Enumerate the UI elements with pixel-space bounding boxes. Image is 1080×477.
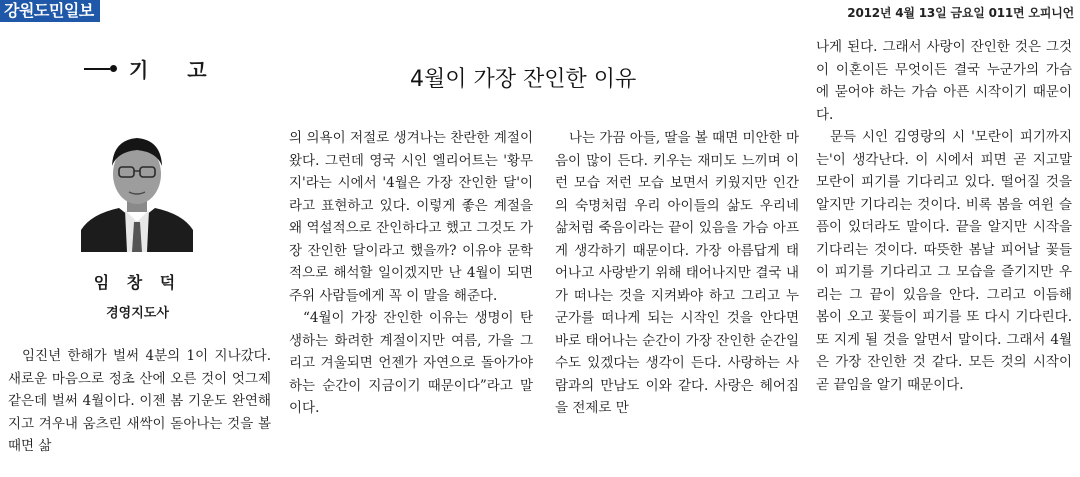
bullet-icon <box>110 65 117 72</box>
newspaper-logo: 강원도민일보 <box>0 0 100 22</box>
paragraph: 나게 된다. 그래서 사랑이 잔인한 것은 그것이 이혼이든 무엇이든 결국 누군가의 가슴에 묻어야 하는 가슴 아픈 시작이기 때문이다. <box>816 39 1072 123</box>
section-line-icon <box>84 68 110 70</box>
article-title: 4월이 가장 잔인한 이유 <box>410 67 637 92</box>
issue-info: 2012년 4월 13일 금요일 011면 오피니언 <box>847 6 1074 20</box>
article-column-3 <box>555 127 799 420</box>
article-column-4 <box>816 36 1072 396</box>
author-role: 경영지도사 <box>106 306 169 321</box>
author-photo <box>81 118 193 252</box>
paragraph: 임진년 한해가 벌써 4분의 1이 지나갔다. 새로운 마음으로 정초 산에 오른 것이 엇그제 같은데 벌써 4월이다. 이젠 봄 기운도 완연해지고 겨우내 움츠린 새싹이 돋아나는 것을 볼 때면 삶 <box>8 348 271 454</box>
article-column-1 <box>8 345 271 458</box>
article-column-2 <box>289 127 533 420</box>
section-label <box>84 54 223 83</box>
section-title: 기 고 <box>129 58 223 82</box>
paragraph: 문득 시인 김영랑의 시 '모란이 피기까지는'이 생각난다. 이 시에서 피면 곧 지고말 모란이 피기를 기다리고 있다. 떨어질 것을 알지만 기다리는 것이다. 비록 봄을 여윈 슬픔이 있더라도 말이다. 끝을 알지만 시작을 기다리는 것이다. 따뜻한 봄날 피어날 꽃들이 피기를 기다리고 그 모습을 즐기지만 우리는 그 끝이 있음을 안다. 그리고 이듬해 봄이 오고 꽃들이 피기를 또 다시 기다린다. 또 지게 될 것을 알면서 말이다. 그래서 4월은 가장 잔인한 것 같다. 모든 것의 시작이 곧 끝임을 알기 때문이다. <box>816 129 1072 393</box>
paragraph: 의 의욕이 저절로 생겨나는 찬란한 계절이 왔다. 그런데 영국 시인 엘리어트는 '황무지'라는 시에서 '4월은 가장 잔인한 달'이라고 표현하고 있다. 이렇게 좋은 계절을 왜 역설적으로 잔인하다고 했고 그것도 가장 잔인한 달이라고 했을까? 이유야 문학적으로 해석할 일이겠지만 난 4월이 되면 주위 사람들에게 꼭 이 말을 해준다. <box>289 130 533 304</box>
paragraph: 나는 가끔 아들, 딸을 볼 때면 미안한 마음이 많이 든다. 키우는 재미도 느끼며 이런 모습 저런 모습 보면서 키웠지만 인간의 숙명처럼 우리 아이들의 삶도 우리네 삶처럼 죽음이라는 끝이 있음을 가슴 아프게 생각하기 때문이다. 가장 아름답게 태어나고 사랑받기 위해 태어나지만 결국 내가 떠나는 것을 지켜봐야 하고 그리고 누군가를 떠나게 되는 시작인 것을 안다면 바로 태어나는 순간이 가장 잔인한 순간일 수도 있겠다는 생각이 든다. 사랑하는 사람과의 만남도 이와 같다. 사랑은 헤어짐을 전제로 만 <box>555 130 799 416</box>
author-name: 임 창 덕 <box>93 273 182 292</box>
paragraph: “4월이 가장 잔인한 이유는 생명이 탄생하는 화려한 계절이지만 여름, 가을 그리고 겨울되면 언젠가 자연으로 돌아가야 하는 순간이 지금이기 때문이다”라고 말이다. <box>289 310 533 416</box>
